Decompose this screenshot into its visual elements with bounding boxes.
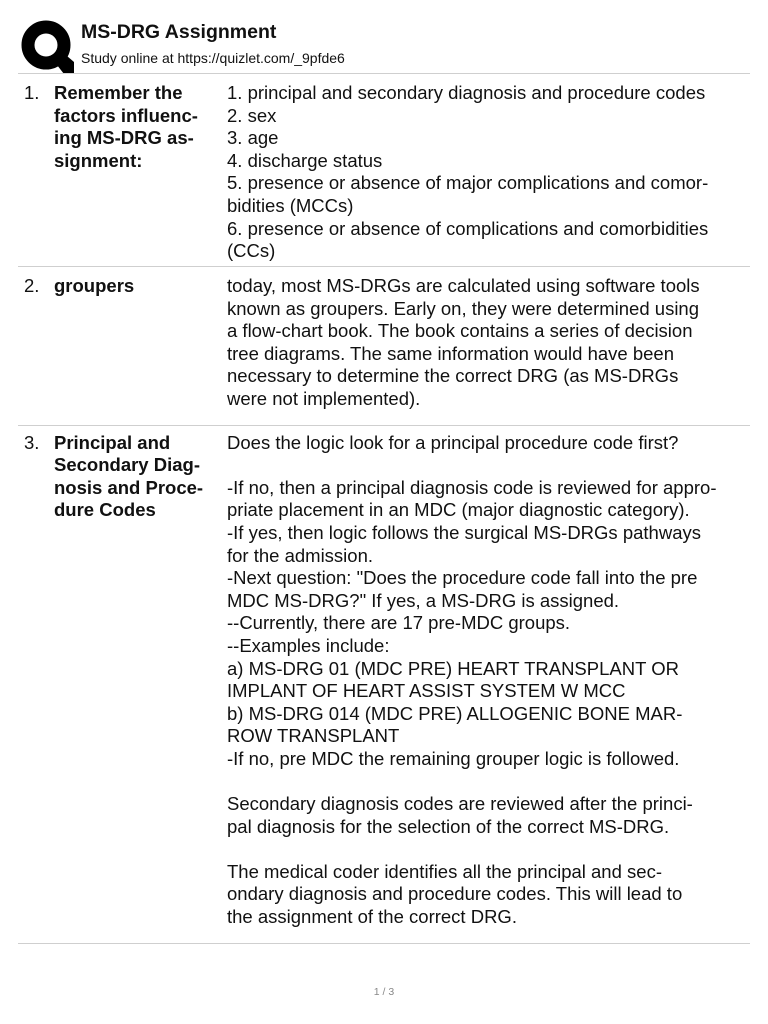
entry-term: Principal and Secondary Diag- nosis and Proce- dure Codes: [54, 431, 204, 521]
flashcard-list: [18, 74, 750, 944]
page-header: [18, 14, 750, 74]
entry-number: 1.: [24, 82, 40, 103]
quizlet-logo-icon: [20, 18, 74, 76]
entry-term: groupers: [54, 275, 135, 296]
page-title: MS-DRG Assignment: [81, 21, 277, 43]
entry-definition: 1. principal and secondary diagnosis and procedure codes 2. sex 3. age 4. discharge status 5. presence or absence of major complications and comor- bidities (MCCs) 6. presence or absence of complications and comorbidities (CCs): [227, 82, 709, 262]
entry-definition: today, most MS-DRGs are calculated using software tools known as groupers. Early on, they were determined using a flow-chart book. The book contains a series of decision tree diagrams. The same information would have been necessary to determine the correct DRG (as MS-DRGs were not implemented).: [227, 275, 700, 409]
entry-number: 3.: [24, 431, 40, 453]
page-number: 1 / 3: [373, 986, 395, 998]
flashcard-entry: [18, 426, 750, 944]
flashcard-entry: [18, 267, 750, 426]
entry-definition: Does the logic look for a principal procedure code first? -If no, then a principal diagnosis code is reviewed for appro- priate placement in an MDC (major diagnostic category). -If yes, then logic follows the surgical MS-DRGs pathways for the admission. -Next question: "Does the procedure code fall into the pre MDC MS-DRG?" If yes, a MS-DRG is assigned. --Currently, there are 17 pre-MDC groups. --Examples include: a) MS-DRG 01 (MDC PRE) HEART TRANSPLANT OR IMPLANT OF HEART ASSIST SYSTEM W MCC b) MS-DRG 014 (MDC PRE) ALLOGENIC BONE MAR- ROW TRANSPLANT -If no, pre MDC the remaining grouper logic is followed. Secondary diagnosis codes are reviewed after the princi- pal diagnosis for the selection of the correct MS-DRG. The medical coder identifies all the principal and sec- ondary diagnosis and procedure codes. This will lead to the assignment of the correct DRG.: [227, 431, 717, 928]
flashcard-entry: [18, 74, 750, 267]
study-online-link[interactable]: Study online at https://quizlet.com/_9pfde6: [81, 50, 345, 66]
entry-number: 2.: [24, 275, 40, 296]
entry-term: Remember the factors influenc- ing MS-DRG as- signment:: [54, 82, 198, 171]
